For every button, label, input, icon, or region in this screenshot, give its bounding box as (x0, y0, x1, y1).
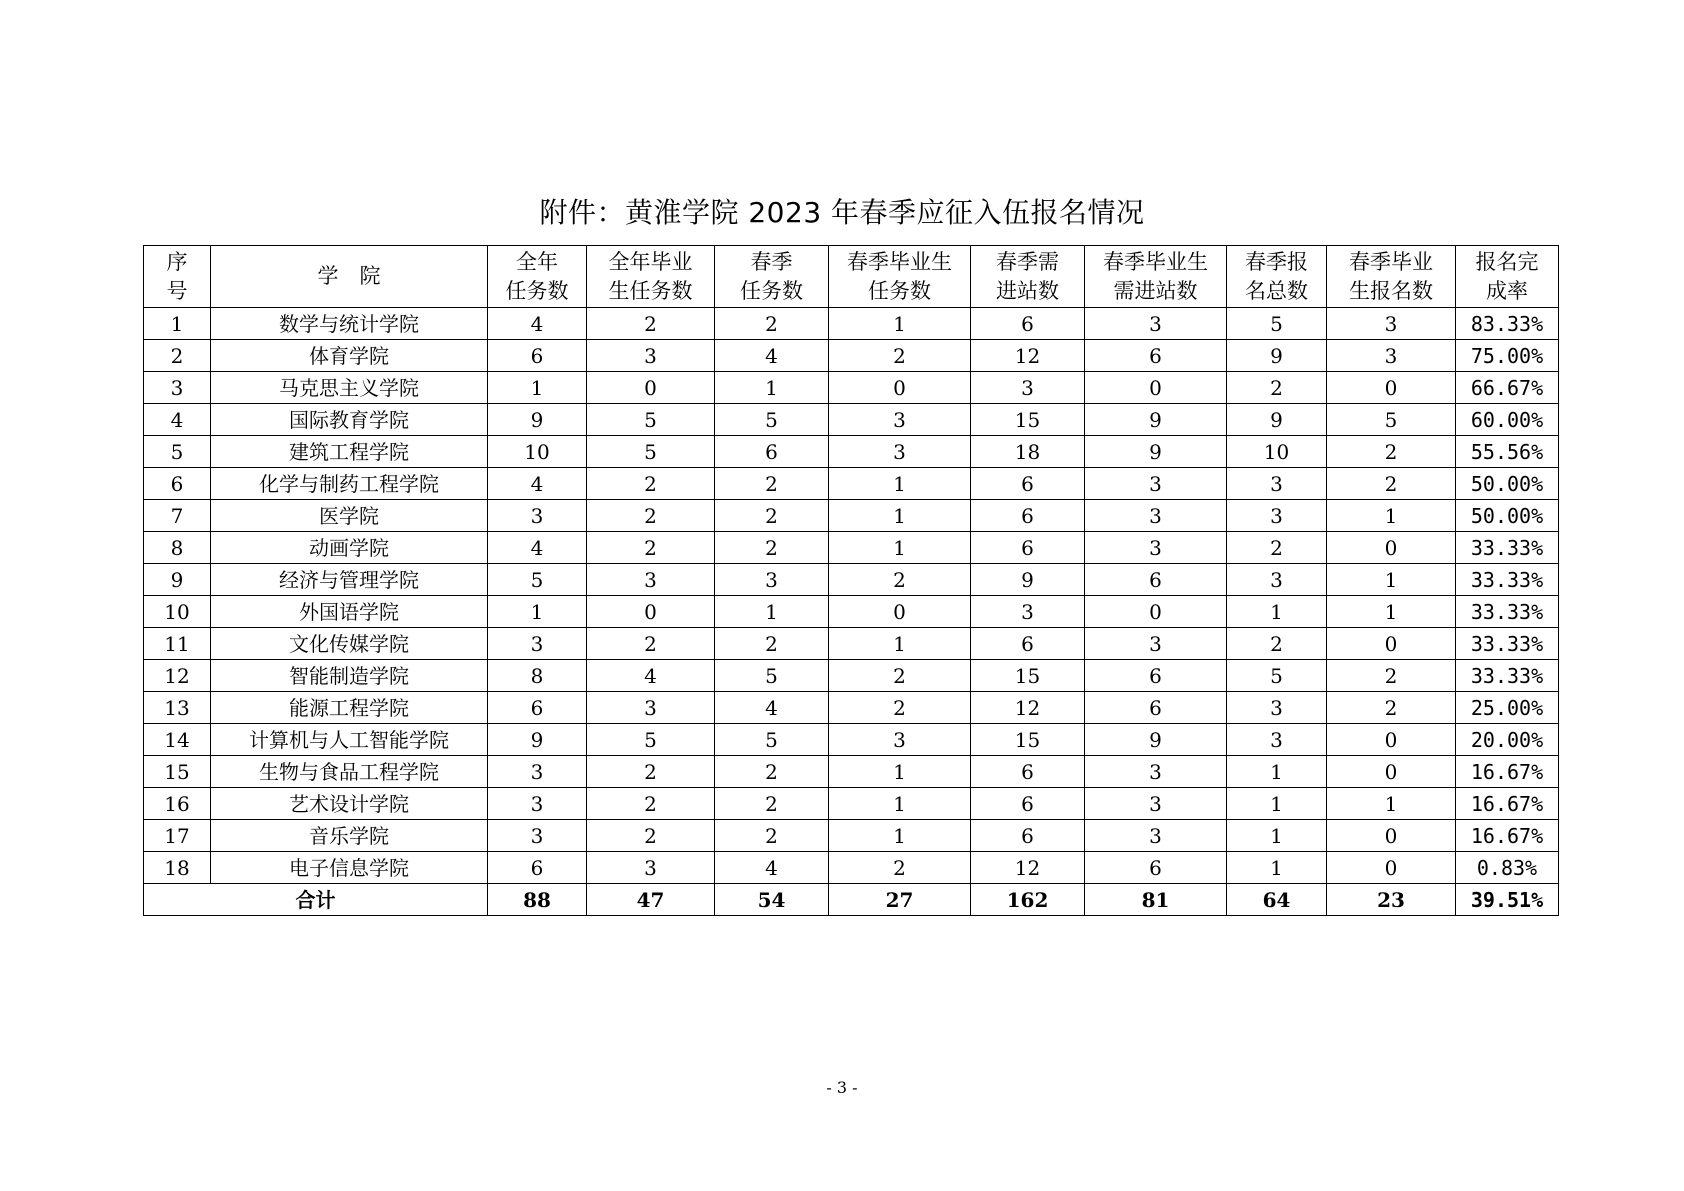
cell-spring-reg: 10 (1227, 436, 1327, 468)
table-row (144, 436, 1559, 468)
cell-no: 18 (144, 852, 211, 884)
cell-spring-reg: 3 (1227, 564, 1327, 596)
cell-annual-grad: 2 (587, 756, 715, 788)
table-row (144, 308, 1559, 340)
cell-no: 7 (144, 500, 211, 532)
total-label: 合计 (144, 884, 488, 916)
cell-spring-grad-reg: 2 (1327, 660, 1456, 692)
cell-spring-grad: 1 (829, 500, 971, 532)
cell-no: 3 (144, 372, 211, 404)
table-row (144, 372, 1559, 404)
cell-spring-reg: 9 (1227, 404, 1327, 436)
cell-spring-grad: 1 (829, 756, 971, 788)
cell-spring-grad: 2 (829, 340, 971, 372)
cell-spring: 2 (715, 820, 829, 852)
cell-spring-station: 3 (971, 596, 1085, 628)
cell-annual-grad: 2 (587, 468, 715, 500)
cell-college: 生物与食品工程学院 (211, 756, 488, 788)
cell-annual-grad: 2 (587, 788, 715, 820)
table-row (144, 692, 1559, 724)
cell-spring: 2 (715, 468, 829, 500)
cell-spring-grad: 1 (829, 628, 971, 660)
cell-spring: 4 (715, 340, 829, 372)
column-header (1456, 246, 1559, 308)
cell-spring: 1 (715, 372, 829, 404)
cell-annual: 6 (488, 340, 587, 372)
column-header (715, 246, 829, 308)
cell-rate: 55.56% (1456, 436, 1559, 468)
cell-spring-grad: 3 (829, 724, 971, 756)
cell-no: 14 (144, 724, 211, 756)
total-annual-grad: 47 (587, 884, 715, 916)
cell-spring-reg: 3 (1227, 468, 1327, 500)
column-header-line2: 生报名数 (1349, 278, 1433, 303)
cell-spring-grad-station: 3 (1085, 628, 1227, 660)
cell-spring-grad: 1 (829, 532, 971, 564)
cell-spring-station: 6 (971, 532, 1085, 564)
cell-college: 计算机与人工智能学院 (211, 724, 488, 756)
cell-rate: 20.00% (1456, 724, 1559, 756)
cell-no: 12 (144, 660, 211, 692)
cell-spring-grad-station: 9 (1085, 436, 1227, 468)
column-header (144, 246, 211, 308)
total-spring-station: 162 (971, 884, 1085, 916)
cell-no: 13 (144, 692, 211, 724)
cell-annual-grad: 0 (587, 372, 715, 404)
column-header-line2: 生任务数 (608, 278, 693, 303)
cell-no: 8 (144, 532, 211, 564)
column-header-line1: 春季毕业生 (1103, 249, 1208, 274)
cell-spring-reg: 1 (1227, 852, 1327, 884)
cell-spring-grad: 1 (829, 308, 971, 340)
cell-annual-grad: 4 (587, 660, 715, 692)
cell-spring: 2 (715, 308, 829, 340)
cell-annual: 3 (488, 756, 587, 788)
total-row (144, 884, 1559, 916)
cell-spring-station: 18 (971, 436, 1085, 468)
cell-rate: 16.67% (1456, 788, 1559, 820)
cell-spring-reg: 1 (1227, 788, 1327, 820)
cell-spring-reg: 5 (1227, 308, 1327, 340)
cell-rate: 50.00% (1456, 468, 1559, 500)
cell-spring-grad-station: 9 (1085, 404, 1227, 436)
table-row (144, 788, 1559, 820)
cell-no: 11 (144, 628, 211, 660)
cell-spring: 3 (715, 564, 829, 596)
cell-spring-grad-station: 3 (1085, 500, 1227, 532)
table-row (144, 340, 1559, 372)
enlistment-registration-table (143, 245, 1559, 916)
cell-rate: 33.33% (1456, 660, 1559, 692)
cell-spring-station: 12 (971, 340, 1085, 372)
column-header (211, 246, 488, 308)
cell-spring-grad-reg: 0 (1327, 628, 1456, 660)
cell-spring-station: 12 (971, 852, 1085, 884)
cell-college: 建筑工程学院 (211, 436, 488, 468)
cell-annual: 4 (488, 468, 587, 500)
cell-spring-grad-station: 6 (1085, 660, 1227, 692)
cell-rate: 25.00% (1456, 692, 1559, 724)
cell-no: 17 (144, 820, 211, 852)
cell-spring-grad-reg: 0 (1327, 852, 1456, 884)
table-row (144, 660, 1559, 692)
column-header-line2: 进站数 (996, 278, 1059, 303)
total-spring-grad-station: 81 (1085, 884, 1227, 916)
cell-spring-station: 6 (971, 788, 1085, 820)
cell-annual: 6 (488, 692, 587, 724)
cell-spring-grad-station: 0 (1085, 596, 1227, 628)
cell-spring-reg: 2 (1227, 628, 1327, 660)
column-header-line1: 春季毕业生 (847, 249, 952, 274)
table-row (144, 820, 1559, 852)
cell-college: 外国语学院 (211, 596, 488, 628)
table-row (144, 500, 1559, 532)
cell-annual-grad: 5 (587, 404, 715, 436)
cell-spring-grad-station: 6 (1085, 852, 1227, 884)
cell-spring: 5 (715, 724, 829, 756)
cell-spring-grad: 1 (829, 820, 971, 852)
cell-college: 文化传媒学院 (211, 628, 488, 660)
cell-spring-grad: 0 (829, 596, 971, 628)
cell-no: 2 (144, 340, 211, 372)
cell-spring-grad-station: 9 (1085, 724, 1227, 756)
cell-spring: 1 (715, 596, 829, 628)
total-spring-reg: 64 (1227, 884, 1327, 916)
cell-spring-reg: 1 (1227, 756, 1327, 788)
cell-spring-grad-reg: 1 (1327, 596, 1456, 628)
cell-spring-grad: 0 (829, 372, 971, 404)
cell-annual-grad: 5 (587, 724, 715, 756)
column-header (587, 246, 715, 308)
cell-spring-station: 15 (971, 660, 1085, 692)
cell-college: 经济与管理学院 (211, 564, 488, 596)
cell-spring-grad-reg: 0 (1327, 372, 1456, 404)
cell-spring-grad-reg: 3 (1327, 308, 1456, 340)
cell-spring-grad: 3 (829, 404, 971, 436)
column-header (971, 246, 1085, 308)
cell-spring-reg: 9 (1227, 340, 1327, 372)
cell-annual-grad: 5 (587, 436, 715, 468)
cell-spring: 2 (715, 788, 829, 820)
column-header-line2: 任务数 (740, 278, 803, 303)
cell-annual: 9 (488, 724, 587, 756)
cell-rate: 66.67% (1456, 372, 1559, 404)
total-spring-grad: 27 (829, 884, 971, 916)
cell-spring-grad-reg: 0 (1327, 532, 1456, 564)
cell-spring-reg: 1 (1227, 596, 1327, 628)
cell-spring-grad-station: 3 (1085, 788, 1227, 820)
cell-spring-grad-reg: 0 (1327, 756, 1456, 788)
column-header-line2: 需进站数 (1113, 278, 1198, 303)
cell-college: 医学院 (211, 500, 488, 532)
cell-spring: 2 (715, 628, 829, 660)
total-rate: 39.51% (1456, 884, 1559, 916)
column-header-line1: 学 院 (317, 264, 381, 288)
cell-spring-station: 6 (971, 468, 1085, 500)
cell-annual: 3 (488, 628, 587, 660)
cell-college: 马克思主义学院 (211, 372, 488, 404)
table-header-row (144, 246, 1559, 308)
cell-spring-grad-reg: 5 (1327, 404, 1456, 436)
cell-spring: 4 (715, 692, 829, 724)
cell-spring: 2 (715, 532, 829, 564)
cell-annual: 3 (488, 500, 587, 532)
total-spring: 54 (715, 884, 829, 916)
table-row (144, 724, 1559, 756)
cell-spring-station: 15 (971, 724, 1085, 756)
cell-college: 音乐学院 (211, 820, 488, 852)
column-header-line1: 春季毕业 (1349, 249, 1433, 274)
cell-rate: 16.67% (1456, 820, 1559, 852)
cell-spring-grad: 2 (829, 564, 971, 596)
column-header-line1: 春季需 (996, 249, 1059, 274)
cell-spring-grad: 1 (829, 468, 971, 500)
cell-spring-grad: 2 (829, 852, 971, 884)
column-header-line2: 任务数 (868, 278, 931, 303)
cell-annual-grad: 3 (587, 692, 715, 724)
cell-annual: 5 (488, 564, 587, 596)
column-header-line1: 春季报 (1245, 249, 1308, 274)
cell-annual-grad: 0 (587, 596, 715, 628)
cell-rate: 83.33% (1456, 308, 1559, 340)
cell-spring-grad-station: 6 (1085, 564, 1227, 596)
cell-annual-grad: 3 (587, 852, 715, 884)
column-header-line1: 春季 (750, 249, 793, 274)
cell-college: 国际教育学院 (211, 404, 488, 436)
column-header-line2: 成率 (1486, 278, 1528, 303)
cell-spring-grad-reg: 0 (1327, 724, 1456, 756)
cell-spring-grad-reg: 2 (1327, 692, 1456, 724)
cell-annual: 1 (488, 372, 587, 404)
cell-spring: 5 (715, 660, 829, 692)
cell-spring-reg: 1 (1227, 820, 1327, 852)
cell-rate: 50.00% (1456, 500, 1559, 532)
cell-college: 电子信息学院 (211, 852, 488, 884)
table-row (144, 564, 1559, 596)
cell-no: 4 (144, 404, 211, 436)
table-row (144, 404, 1559, 436)
column-header (1085, 246, 1227, 308)
cell-college: 体育学院 (211, 340, 488, 372)
table-row (144, 852, 1559, 884)
cell-spring-grad-station: 3 (1085, 532, 1227, 564)
cell-no: 5 (144, 436, 211, 468)
cell-annual: 9 (488, 404, 587, 436)
cell-spring-reg: 2 (1227, 372, 1327, 404)
total-spring-grad-reg: 23 (1327, 884, 1456, 916)
column-header (488, 246, 587, 308)
cell-rate: 75.00% (1456, 340, 1559, 372)
column-header (829, 246, 971, 308)
cell-no: 6 (144, 468, 211, 500)
cell-annual-grad: 2 (587, 628, 715, 660)
cell-rate: 16.67% (1456, 756, 1559, 788)
cell-no: 1 (144, 308, 211, 340)
cell-spring-station: 6 (971, 756, 1085, 788)
cell-college: 智能制造学院 (211, 660, 488, 692)
table-row (144, 532, 1559, 564)
cell-annual-grad: 2 (587, 820, 715, 852)
cell-spring-grad-station: 0 (1085, 372, 1227, 404)
cell-spring-reg: 2 (1227, 532, 1327, 564)
column-header-line1: 报名完 (1475, 249, 1539, 274)
column-header-line2: 号 (166, 278, 188, 303)
cell-rate: 60.00% (1456, 404, 1559, 436)
cell-spring-station: 6 (971, 628, 1085, 660)
column-header (1227, 246, 1327, 308)
cell-spring-station: 6 (971, 500, 1085, 532)
cell-spring-grad: 2 (829, 660, 971, 692)
cell-annual: 3 (488, 788, 587, 820)
cell-annual: 10 (488, 436, 587, 468)
cell-rate: 33.33% (1456, 532, 1559, 564)
cell-spring-grad-station: 3 (1085, 468, 1227, 500)
cell-spring-grad-reg: 2 (1327, 468, 1456, 500)
cell-spring: 6 (715, 436, 829, 468)
cell-spring-grad-reg: 1 (1327, 564, 1456, 596)
cell-annual-grad: 2 (587, 532, 715, 564)
cell-college: 数学与统计学院 (211, 308, 488, 340)
table-row (144, 596, 1559, 628)
cell-spring-grad-reg: 2 (1327, 436, 1456, 468)
cell-spring-grad-station: 3 (1085, 308, 1227, 340)
table-row (144, 628, 1559, 660)
column-header-line1: 序 (166, 249, 188, 274)
cell-annual: 1 (488, 596, 587, 628)
cell-spring-station: 6 (971, 308, 1085, 340)
document-title: 附件：黄淮学院 2023 年春季应征入伍报名情况 (539, 196, 1145, 229)
cell-spring-station: 6 (971, 820, 1085, 852)
cell-spring-grad: 1 (829, 788, 971, 820)
cell-spring-grad-station: 3 (1085, 820, 1227, 852)
cell-spring-reg: 3 (1227, 724, 1327, 756)
cell-rate: 0.83% (1456, 852, 1559, 884)
cell-no: 10 (144, 596, 211, 628)
cell-college: 艺术设计学院 (211, 788, 488, 820)
cell-spring: 5 (715, 404, 829, 436)
cell-annual-grad: 3 (587, 340, 715, 372)
column-header-line1: 全年 (516, 249, 558, 274)
cell-college: 化学与制药工程学院 (211, 468, 488, 500)
cell-annual: 6 (488, 852, 587, 884)
cell-annual: 8 (488, 660, 587, 692)
total-annual: 88 (488, 884, 587, 916)
column-header-line2: 名总数 (1245, 278, 1308, 303)
cell-spring: 4 (715, 852, 829, 884)
cell-spring-reg: 5 (1227, 660, 1327, 692)
cell-spring-station: 3 (971, 372, 1085, 404)
cell-spring-grad-reg: 1 (1327, 788, 1456, 820)
cell-rate: 33.33% (1456, 628, 1559, 660)
cell-annual-grad: 2 (587, 500, 715, 532)
column-header-line2: 任务数 (505, 278, 569, 303)
cell-spring-reg: 3 (1227, 500, 1327, 532)
cell-college: 动画学院 (211, 532, 488, 564)
cell-spring: 2 (715, 500, 829, 532)
cell-annual: 3 (488, 820, 587, 852)
cell-rate: 33.33% (1456, 596, 1559, 628)
cell-spring-grad-reg: 3 (1327, 340, 1456, 372)
cell-spring-grad-reg: 0 (1327, 820, 1456, 852)
table-row (144, 756, 1559, 788)
cell-spring-grad: 2 (829, 692, 971, 724)
cell-no: 15 (144, 756, 211, 788)
cell-no: 9 (144, 564, 211, 596)
cell-spring-station: 12 (971, 692, 1085, 724)
cell-spring-grad-station: 6 (1085, 340, 1227, 372)
cell-spring: 2 (715, 756, 829, 788)
cell-annual: 4 (488, 532, 587, 564)
cell-spring-station: 15 (971, 404, 1085, 436)
cell-college: 能源工程学院 (211, 692, 488, 724)
cell-annual-grad: 2 (587, 308, 715, 340)
cell-spring-grad-station: 3 (1085, 756, 1227, 788)
column-header-line1: 全年毕业 (608, 249, 693, 274)
page-number: - 3 - (826, 1078, 858, 1097)
cell-spring-station: 9 (971, 564, 1085, 596)
cell-spring-grad-station: 6 (1085, 692, 1227, 724)
cell-annual-grad: 3 (587, 564, 715, 596)
cell-spring-grad: 3 (829, 436, 971, 468)
table-row (144, 468, 1559, 500)
column-header (1327, 246, 1456, 308)
cell-no: 16 (144, 788, 211, 820)
cell-spring-grad-reg: 1 (1327, 500, 1456, 532)
cell-annual: 4 (488, 308, 587, 340)
cell-spring-reg: 3 (1227, 692, 1327, 724)
cell-rate: 33.33% (1456, 564, 1559, 596)
